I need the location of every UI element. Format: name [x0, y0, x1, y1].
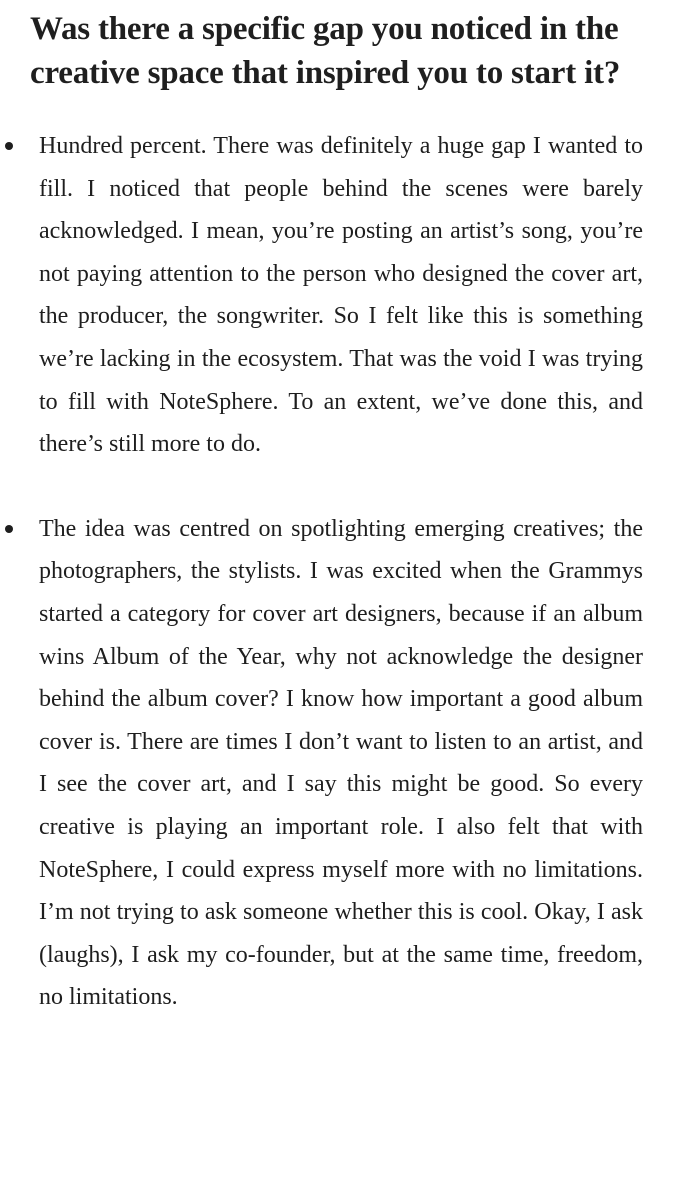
- answer-text: The idea was centred on spotlighting emerging creatives; the photographers, the stylists. I was excited when the Grammys started a category for cover art designers, because if an album wins Album of the Year, why not acknowledge the designer behind the album cover? I know how important a good album cover is. There are times I don’t want to listen to an artist, and I see the cover art, and I say this might be good. So every creative is playing an important role. I also felt that with NoteSphere, I could express myself more with no limitations. I’m not trying to ask someone whether this is cool. Okay, I ask (laughs), I ask my co-founder, but at the same time, freedom, no limitations.: [39, 515, 643, 1011]
- question-heading: Was there a specific gap you noticed in the creative space that inspired you to start it?: [30, 11, 621, 91]
- bullet-icon: [5, 525, 13, 533]
- article: [30, 0, 650, 95]
- answer-list: [39, 125, 643, 1019]
- answer-text: Hundred percent. There was definitely a huge gap I wanted to fill. I noticed that people behind the scenes were barely acknowledged. I mean, you’re posting an artist’s song, you’re not paying attention to the person who designed the cover art, the producer, the songwriter. So I felt like this is something we’re lacking in the ecosystem. That was the void I was trying to fill with NoteSphere. To an extent, we’ve done this, and there’s still more to do.: [39, 133, 643, 458]
- bullet-icon: [5, 142, 13, 150]
- answer-item: [39, 125, 643, 466]
- answer-item: [39, 508, 643, 1019]
